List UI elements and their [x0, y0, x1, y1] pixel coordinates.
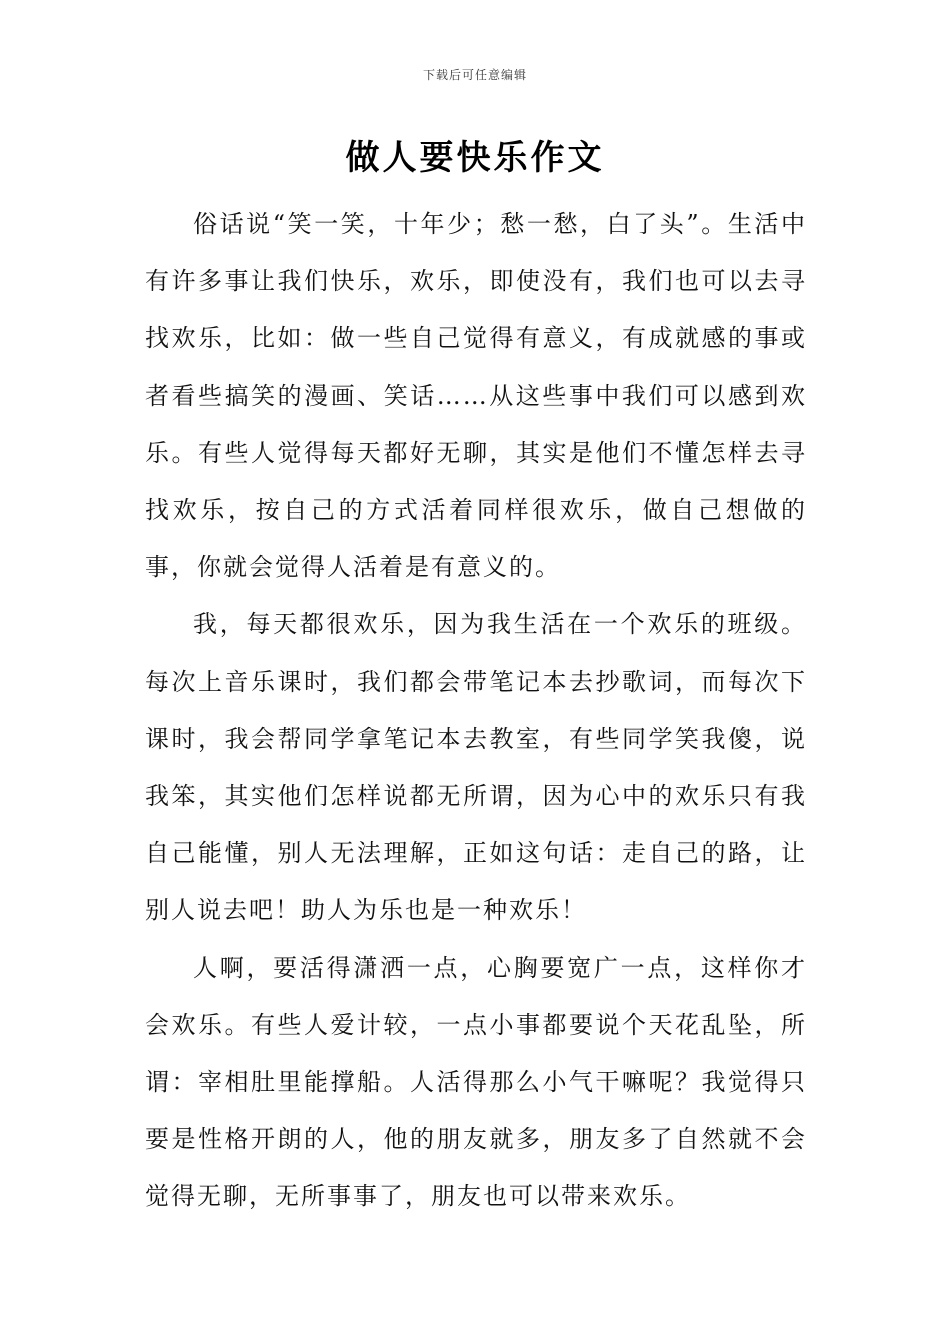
paragraph-3: 人啊，要活得潇洒一点，心胸要宽广一点，这样你才会欢乐。有些人爱计较，一点小事都要说个天花乱坠，所谓：宰相肚里能撑船。人活得那么小气干嘛呢？我觉得只要是性格开朗的人，他的朋友就多，朋友多了自然就不会觉得无聊，无所事事了，朋友也可以带来欢乐。 — [145, 953, 807, 1211]
document-title: 做人要快乐作文 — [345, 138, 605, 178]
document-body — [145, 196, 807, 1226]
paragraph-1: 俗话说“笑一笑，十年少；愁一愁，白了头”。生活中有许多事让我们快乐，欢乐，即使没有，我们也可以去寻找欢乐，比如：做一些自己觉得有意义，有成就感的事或者看些搞笑的漫画、笑话……从这些事中我们可以感到欢乐。有些人觉得每天都好无聊，其实是他们不懂怎样去寻找欢乐，按自己的方式活着同样很欢乐，做自己想做的事，你就会觉得人活着是有意义的。 — [145, 210, 807, 582]
header-note: 下载后可任意编辑 — [422, 68, 527, 82]
paragraph-2: 我，每天都很欢乐，因为我生活在一个欢乐的班级。每次上音乐课时，我们都会带笔记本去抄歌词，而每次下课时，我会帮同学拿笔记本去教室，有些同学笑我傻，说我笨，其实他们怎样说都无所谓，因为心中的欢乐只有我自己能懂，别人无法理解，正如这句话：走自己的路，让别人说去吧！助人为乐也是一种欢乐！ — [145, 610, 807, 925]
